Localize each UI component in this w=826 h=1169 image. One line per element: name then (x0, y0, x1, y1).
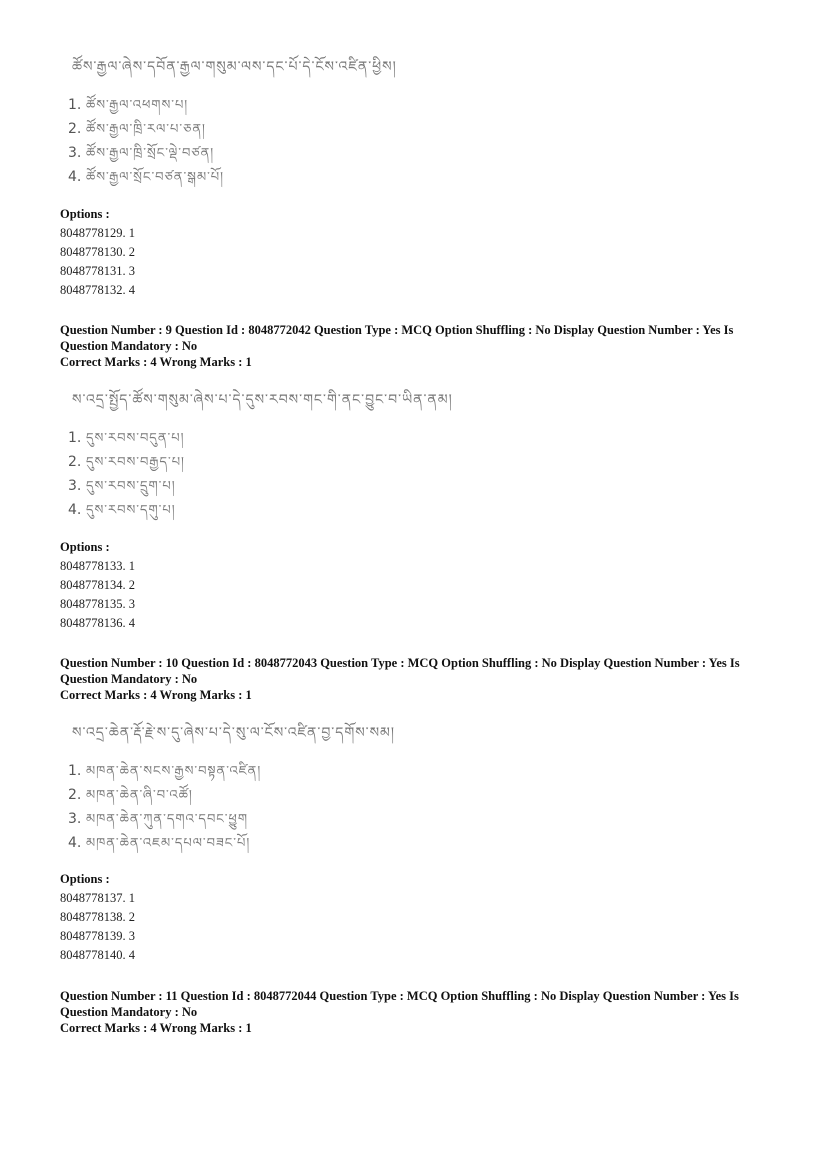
option-number: 3. (68, 145, 82, 161)
question-meta-line: Question Number : 11 Question Id : 8048772044 Question Type : MCQ Option Shuffling : No Display Question Number : Yes Is (60, 989, 739, 1003)
question-option-1 (68, 756, 262, 779)
question-meta-line: Question Mandatory : No (60, 672, 198, 686)
option-id-line: 8048778139. 3 (60, 929, 135, 943)
question-option-3 (68, 471, 176, 494)
option-number: 2. (68, 454, 82, 470)
options-heading: Options : (60, 207, 110, 221)
option-number: 4. (68, 502, 82, 518)
question-meta-line: Question Mandatory : No (60, 339, 198, 353)
question-option-2 (68, 780, 193, 803)
option-text: ཚོས་རྒྱལ་ཁྲི་སྲོང་ལྡེ་བཙན། (86, 146, 215, 161)
option-text: དུས་རབས་བརྒྱད་པ། (86, 455, 185, 470)
option-id-line: 8048778134. 2 (60, 578, 135, 592)
question-option-4 (68, 828, 251, 851)
question-meta-line: Correct Marks : 4 Wrong Marks : 1 (60, 1021, 252, 1035)
question-text: ས་འདྲ་སྤྱོད་ཚོས་གསུམ་ཞེས་པ་དེ་དུས་རབས་གང་གི་ནང་བྱུང་བ་ཡིན་ནམ། (72, 392, 453, 408)
options-heading: Options : (60, 540, 110, 554)
question-meta-line: Question Number : 9 Question Id : 8048772042 Question Type : MCQ Option Shuffling : No Display Question Number : Yes Is (60, 323, 734, 337)
option-number: 4. (68, 169, 82, 185)
option-number: 3. (68, 811, 82, 827)
option-text: ཚོས་རྒྱལ་ཁྲི་རལ་པ་ཅན། (86, 122, 206, 137)
option-id-line: 8048778138. 2 (60, 910, 135, 924)
question-meta (60, 322, 760, 370)
option-text: དུས་རབས་དྲུག་པ། (86, 479, 176, 494)
option-id-line: 8048778136. 4 (60, 616, 135, 630)
option-id-line: 8048778140. 4 (60, 948, 135, 962)
question-meta-line: Correct Marks : 4 Wrong Marks : 1 (60, 355, 252, 369)
question-option-4 (68, 495, 176, 518)
options-heading: Options : (60, 872, 110, 886)
question-option-3 (68, 804, 249, 827)
option-id-line: 8048778131. 3 (60, 264, 135, 278)
option-number: 1. (68, 97, 82, 113)
option-text: དུས་རབས་བདུན་པ། (86, 431, 185, 446)
option-text: དུས་རབས་དགུ་པ། (86, 503, 176, 518)
option-id-line: 8048778130. 2 (60, 245, 135, 259)
question-option-3 (68, 138, 215, 161)
option-number: 1. (68, 763, 82, 779)
option-id-line: 8048778135. 3 (60, 597, 135, 611)
question-meta-line: Question Number : 10 Question Id : 8048772043 Question Type : MCQ Option Shuffling : No Display Question Number : Yes Is (60, 656, 740, 670)
option-number: 1. (68, 430, 82, 446)
option-number: 2. (68, 121, 82, 137)
option-id-line: 8048778129. 1 (60, 226, 135, 240)
option-text: ཚོས་རྒྱལ་སྲོང་བཙན་སྒམ་པོ། (86, 170, 225, 185)
question-meta-line: Question Mandatory : No (60, 1005, 198, 1019)
question-option-1 (68, 90, 189, 113)
question-option-2 (68, 114, 206, 137)
option-text: མཁན་ཆེན་འཇམ་དཔལ་བཟང་པོ། (86, 836, 251, 851)
question-meta (60, 655, 760, 703)
option-id-line: 8048778137. 1 (60, 891, 135, 905)
option-number: 3. (68, 478, 82, 494)
option-text: ཚོས་རྒྱལ་འཕགས་པ། (86, 98, 189, 113)
question-meta (60, 988, 760, 1036)
question-option-2 (68, 447, 185, 470)
option-text: མཁན་ཆེན་ཀུན་དགའ་དབང་ཕྱུག (86, 812, 249, 827)
option-id-line: 8048778133. 1 (60, 559, 135, 573)
option-number: 2. (68, 787, 82, 803)
question-option-1 (68, 423, 185, 446)
option-id-line: 8048778132. 4 (60, 283, 135, 297)
option-text: མཁན་ཆེན་ཞི་བ་འཚོ། (86, 788, 193, 803)
option-number: 4. (68, 835, 82, 851)
question-text: ཚོས་རྒྱལ་ཞེས་དབོན་རྒྱལ་གསུམ་ལས་དང་པོ་དེ་ངོས་འཛིན་ཕྱིས། (72, 59, 397, 75)
question-option-4 (68, 162, 225, 185)
question-text: ས་འདྲ་ཆེན་རྡོ་རྗེ་ས་དུ་ཞེས་པ་དེ་སུ་ལ་ངོས་འཛིན་བྱ་དགོས་སམ། (72, 725, 395, 741)
question-meta-line: Correct Marks : 4 Wrong Marks : 1 (60, 688, 252, 702)
option-text: མཁན་ཆེན་སངས་རྒྱས་བསྟན་འཛིན། (86, 764, 262, 779)
